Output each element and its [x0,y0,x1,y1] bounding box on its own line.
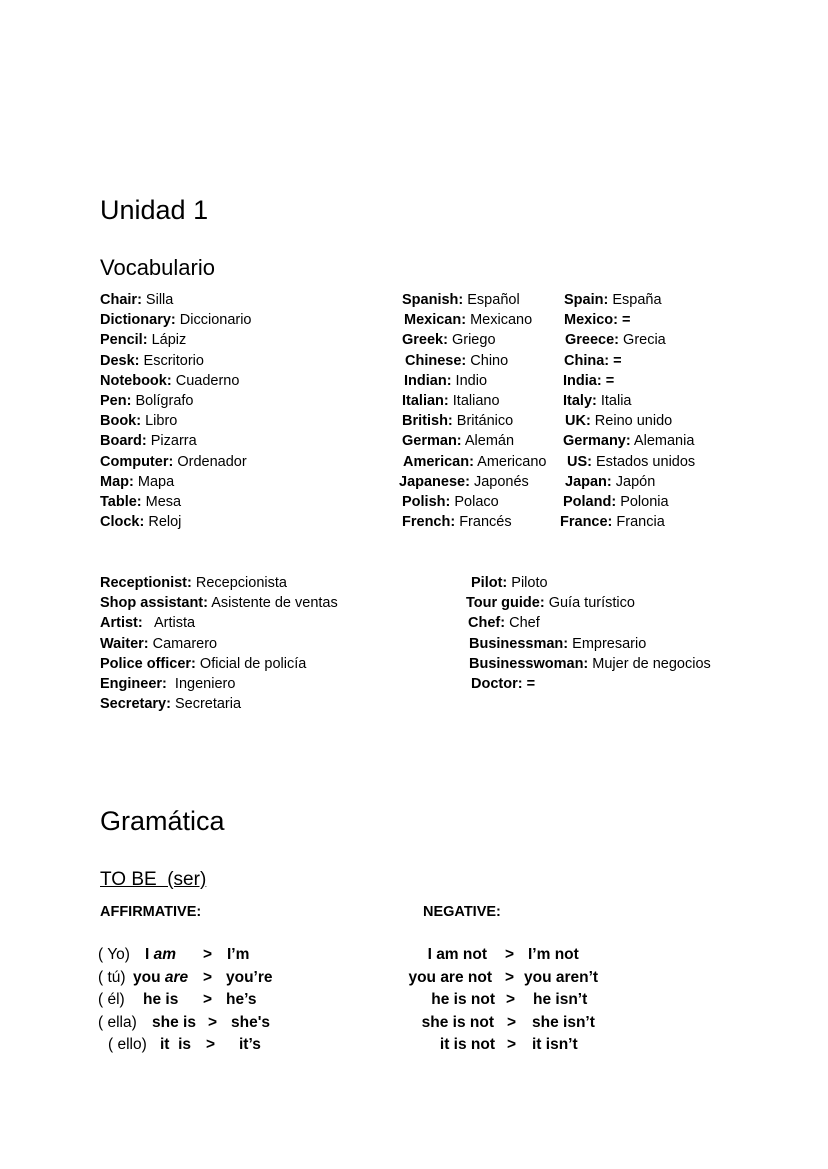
list-item: France: Francia [560,514,665,531]
list-item: German: Alemán [402,433,515,450]
list-item: ( él) he is > he’s [98,991,257,1008]
to-be-heading: TO BE (ser) [100,869,207,890]
list-item: Chair: Silla [100,292,174,308]
list-item: Shop assistant: Asistente de ventas [100,595,338,612]
list-item: Computer: Ordenador [100,453,247,470]
page-title: Unidad 1 [100,195,209,225]
list-item: Germany: Alemania [563,433,695,450]
list-item: Pilot: Piloto [471,575,548,591]
list-item: Italy: Italia [563,392,632,409]
list-item: American: Americano [403,453,547,470]
list-item: British: Británico [402,413,514,430]
list-item: you are not > you aren’t [408,968,599,986]
list-item: I am not > I’m not [427,946,579,963]
list-item: Waiter: Camarero [100,635,218,652]
list-item: Mexico: = [564,312,631,329]
list-item: US: Estados unidos [567,453,696,470]
list-item: Desk: Escritorio [100,352,204,369]
list-item: Japanese: Japonés [399,473,529,490]
vocabulary-heading: Vocabulario [100,255,215,280]
grammar-heading: Gramática [100,806,225,836]
list-item: ( Yo) I am > I’m [98,946,250,963]
list-item: Receptionist: Recepcionista [100,575,287,591]
list-item: Polish: Polaco [402,493,499,510]
list-item: Indian: Indio [404,372,488,389]
list-item: China: = [564,352,622,369]
list-item: he is not > he isn’t [431,991,588,1008]
jobs-list-left [100,573,338,714]
list-item: it is not > it isn’t [439,1036,578,1053]
list-item: French: Francés [402,514,512,531]
list-item: Spanish: Español [402,292,520,308]
list-item: Secretary: Secretaria [100,696,242,713]
list-item: ( ella) she is > she's [98,1013,271,1031]
list-item: Chef: Chef [468,615,540,632]
negative-label: NEGATIVE: [423,904,501,920]
list-item: Map: Mapa [100,473,175,490]
list-item: Artist: Artista [100,615,196,632]
list-item: UK: Reino unido [565,413,673,430]
list-item: Greek: Griego [402,332,496,349]
list-item: Book: Libro [100,413,178,430]
list-item: Pencil: Lápiz [100,332,187,349]
list-item: Businesswoman: Mujer de negocios [469,655,711,672]
list-item: ( ello) it is > it’s [108,1036,261,1053]
list-item: Notebook: Cuaderno [100,372,240,389]
list-item: Tour guide: Guía turístico [466,595,635,612]
list-item: Businessman: Empresario [469,635,647,652]
list-item: Mexican: Mexicano [404,312,533,329]
list-item: Poland: Polonia [563,493,669,510]
list-item: Spain: España [564,292,662,308]
nationalities-list [399,290,547,532]
list-item: she is not > she isn’t [421,1013,595,1031]
countries-list [560,290,696,532]
list-item: Doctor: = [471,675,536,692]
list-item: Engineer: Ingeniero [100,675,236,692]
classroom-list [100,290,252,532]
list-item: Dictionary: Diccionario [100,312,252,329]
affirmative-label: AFFIRMATIVE: [100,904,202,920]
list-item: India: = [563,372,615,389]
negative-list [400,944,660,1059]
list-item: Japan: Japón [565,473,656,490]
list-item: Pen: Bolígrafo [100,392,194,409]
list-item: Board: Pizarra [100,433,197,450]
list-item: Clock: Reloj [100,514,182,531]
list-item: Chinese: Chino [405,352,509,369]
list-item: ( tú) you are > you’re [98,968,273,986]
list-item: Police officer: Oficial de policía [100,655,307,672]
jobs-list-right [466,573,711,694]
list-item: Table: Mesa [100,493,182,510]
list-item: Greece: Grecia [565,332,666,349]
list-item: Italian: Italiano [402,392,500,409]
affirmative-list [98,944,298,1059]
